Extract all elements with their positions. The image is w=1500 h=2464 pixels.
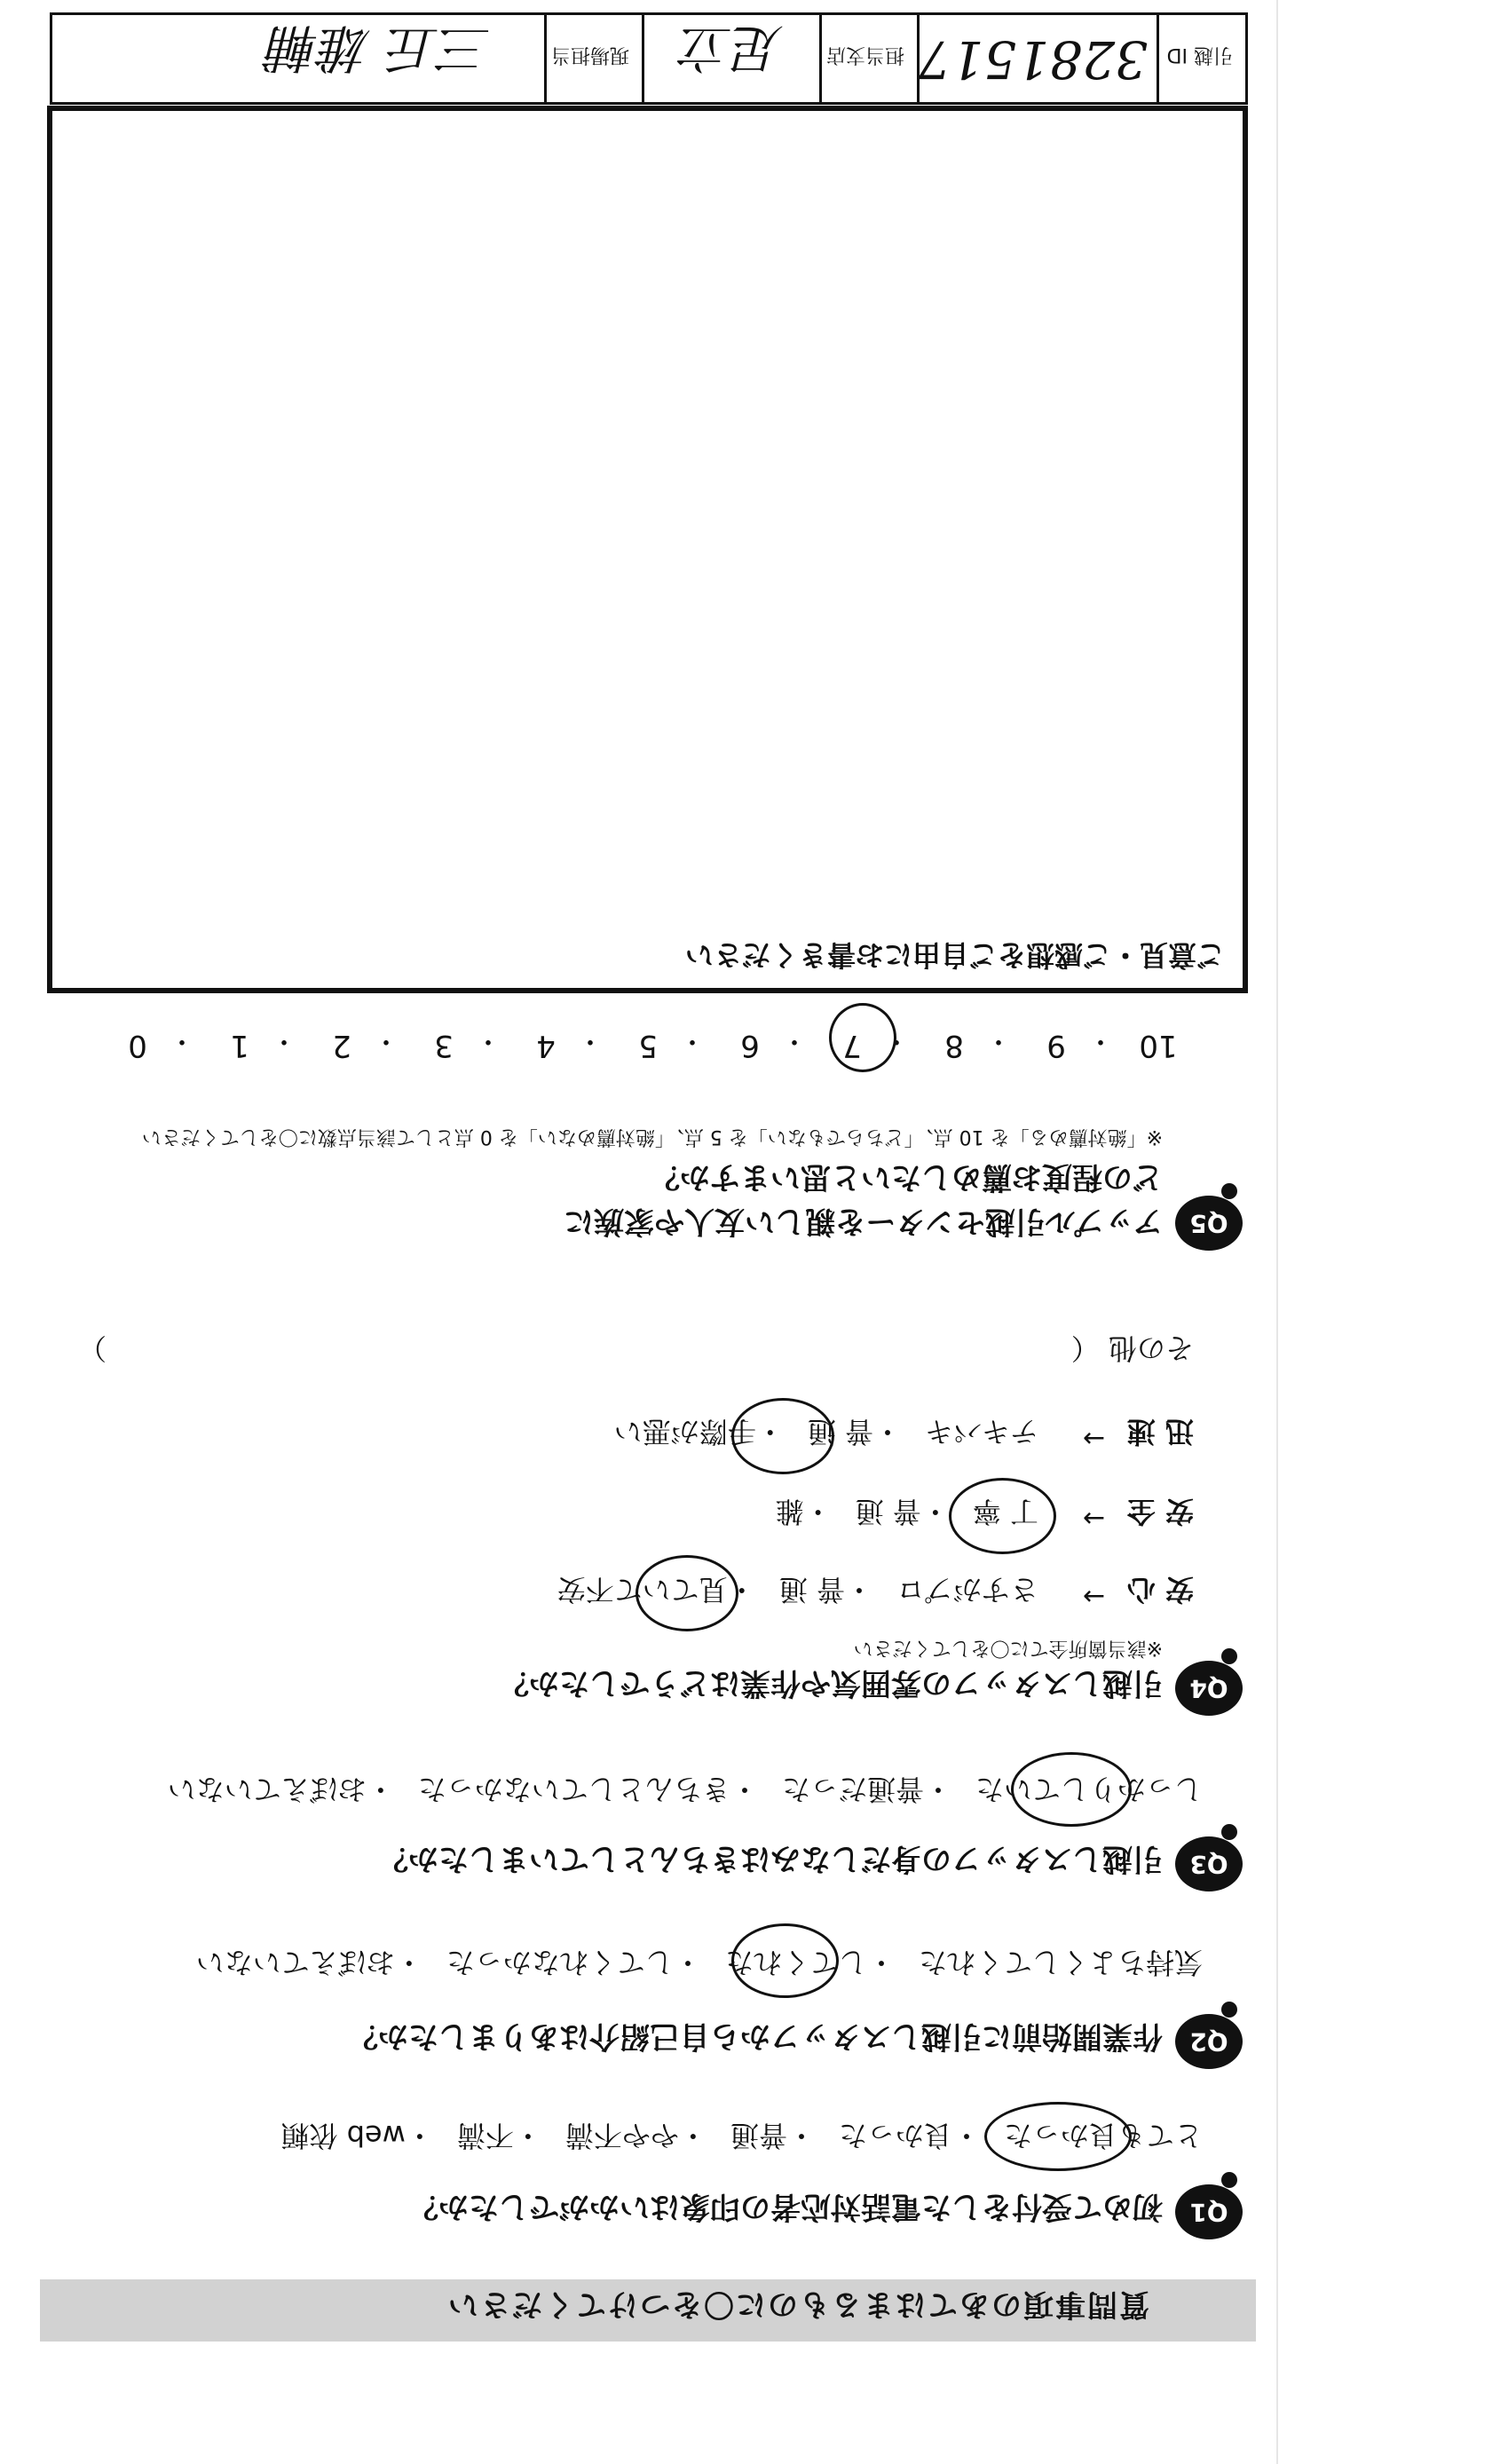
id-label: 引越 ID	[1166, 43, 1233, 66]
q2-option[interactable]: おぼえていない	[195, 1946, 395, 1979]
instruction-text: 質問事項のあてはまるものに〇をつけてください	[446, 2286, 1149, 2322]
q3-text: 引越しスタッフの身だしなみはきちんとしていましたか？	[378, 1841, 1163, 1876]
id-value-cell	[917, 15, 1157, 102]
q4-option[interactable]: 普 通	[778, 1573, 845, 1607]
id-value: 3281517	[918, 29, 1148, 90]
q4-note: ※該当箇所全てに〇をしてください	[853, 1637, 1163, 1659]
branch-value: 足立	[680, 18, 784, 78]
q1-answer-circle	[984, 2102, 1132, 2171]
leader-label: 現場担当	[550, 43, 629, 66]
q1-option[interactable]: やや不満	[564, 2119, 679, 2152]
q4-option[interactable]: 丁 寧	[972, 1495, 1038, 1528]
branch-label-cell	[819, 15, 917, 102]
q3-option[interactable]: しっかりしていた	[975, 1773, 1203, 1806]
q4-option[interactable]: テキパキ	[924, 1415, 1038, 1449]
branch-value-cell	[642, 15, 819, 102]
q2-answer-circle	[731, 1923, 839, 1998]
score-option[interactable]: 1	[230, 1028, 249, 1063]
id-label-cell	[1157, 15, 1245, 102]
q3-option[interactable]: きちんとしていなかった	[417, 1773, 730, 1806]
q4-badge: Q4	[1175, 1661, 1243, 1716]
score-option[interactable]: 6	[740, 1028, 760, 1063]
score-option[interactable]: 2	[332, 1028, 351, 1063]
q4-option[interactable]: 普 通	[807, 1415, 873, 1449]
q2-option[interactable]: してくれなかった	[446, 1946, 674, 1979]
branch-label: 担当支店	[825, 43, 904, 66]
q1-option[interactable]: web 依頼	[280, 2119, 406, 2152]
comment-label: ご意見・ご感想をご自由にお書きください	[684, 938, 1225, 972]
q1-badge: Q1	[1175, 2184, 1243, 2239]
q4-row3-answer-circle	[731, 1398, 834, 1474]
q1-option[interactable]: 不満	[456, 2119, 514, 2152]
arrow-right-icon: →	[1082, 1503, 1105, 1534]
q4-row-options: 丁 寧・普 通・雑	[775, 1495, 1038, 1528]
score-option[interactable]: 0	[128, 1028, 147, 1063]
q1-text: 初めて受付をした電話対応者の印象はいかがでしたか？	[408, 2189, 1163, 2224]
q4-other: その他 （	[1070, 1331, 1194, 1365]
q2-option[interactable]: してくれた	[724, 1946, 867, 1979]
leader-label-cell	[544, 15, 642, 102]
q2-text: 作業開始前に引越しスタッフから自己紹介はありましたか？	[348, 2018, 1163, 2054]
instruction-header	[40, 2279, 1256, 2342]
q1-option[interactable]: 普通	[730, 2119, 787, 2152]
q4-row1-answer-circle	[636, 1555, 738, 1631]
q4-option[interactable]: 見ていて不安	[557, 1573, 728, 1607]
q4-row-label: 安 全	[1126, 1495, 1194, 1528]
q5-text-line2: どの程度お薦めしたいと思いますか？	[650, 1159, 1163, 1195]
q2-options: 気持ちよくしてくれた・してくれた・してくれなかった・おぼえていない	[195, 1946, 1203, 1979]
q4-text: 引越しスタッフの雰囲気や作業はどうでしたか？	[499, 1665, 1163, 1701]
score-option[interactable]: 8	[944, 1028, 964, 1063]
q5-note: ※「絶対薦める」を 10 点、「どちらでもない」を 5 点、「絶対薦めない」を 0 点として該当点数に〇をしてください	[141, 1125, 1163, 1148]
q4-option[interactable]: 普 通	[855, 1495, 921, 1528]
q3-option[interactable]: おぼえていない	[167, 1773, 367, 1806]
q2-option[interactable]: 気持ちよくしてくれた	[918, 1946, 1203, 1979]
q5-score-scale: 10 ・ 9 ・ 8 ・ 7 ・ 6 ・ 5 ・ 4 ・ 3 ・ 2 ・ 1 ・ 0	[75, 1019, 1185, 1063]
comment-box[interactable]	[47, 106, 1248, 993]
score-option[interactable]: 3	[434, 1028, 454, 1063]
arrow-right-icon: →	[1082, 1581, 1105, 1612]
q4-row-options: さすがプロ・普 通・見ていて不安	[557, 1573, 1038, 1607]
q3-badge: Q3	[1175, 1836, 1243, 1891]
q4-option[interactable]: さすがプロ	[896, 1573, 1038, 1607]
q5-text-line1: アップル引越センターを親しい友人や家族に	[564, 1204, 1163, 1239]
q1-option[interactable]: 良かった	[838, 2119, 952, 2152]
q1-options: とても良かった・良かった・普通・やや不満・不満・web 依頼	[280, 2119, 1203, 2152]
q2-badge: Q2	[1175, 2014, 1243, 2069]
q1-option[interactable]: とても良かった	[1003, 2119, 1203, 2152]
q4-other-close: ）	[77, 1331, 107, 1365]
score-option[interactable]: 7	[842, 1028, 862, 1063]
leader-value-cell	[52, 15, 544, 102]
q4-row-options: テキパキ・普 通・手際が悪い	[613, 1415, 1038, 1449]
score-option[interactable]: 4	[536, 1028, 556, 1063]
q3-option[interactable]: 普通だった	[781, 1773, 924, 1806]
q4-row-label: 安 心	[1126, 1573, 1194, 1607]
score-option[interactable]: 10	[1139, 1028, 1178, 1063]
q3-options: しっかりしていた・普通だった・きちんとしていなかった・おぼえていない	[167, 1773, 1203, 1806]
q4-option[interactable]: 手際が悪い	[613, 1415, 756, 1449]
info-table	[50, 12, 1248, 105]
q4-row-label: 迅 速	[1126, 1415, 1194, 1449]
arrow-right-icon: →	[1082, 1423, 1105, 1454]
score-option[interactable]: 5	[638, 1028, 658, 1063]
q3-answer-circle	[1011, 1752, 1132, 1827]
q5-answer-circle	[829, 1003, 896, 1072]
q4-other-field[interactable]	[124, 1331, 1056, 1370]
q4-option[interactable]: 雑	[775, 1495, 804, 1528]
score-option[interactable]: 9	[1046, 1028, 1066, 1063]
q4-row2-answer-circle	[949, 1478, 1056, 1554]
leader-value: 三丘 雄輔	[268, 18, 491, 78]
q5-badge: Q5	[1175, 1196, 1243, 1251]
